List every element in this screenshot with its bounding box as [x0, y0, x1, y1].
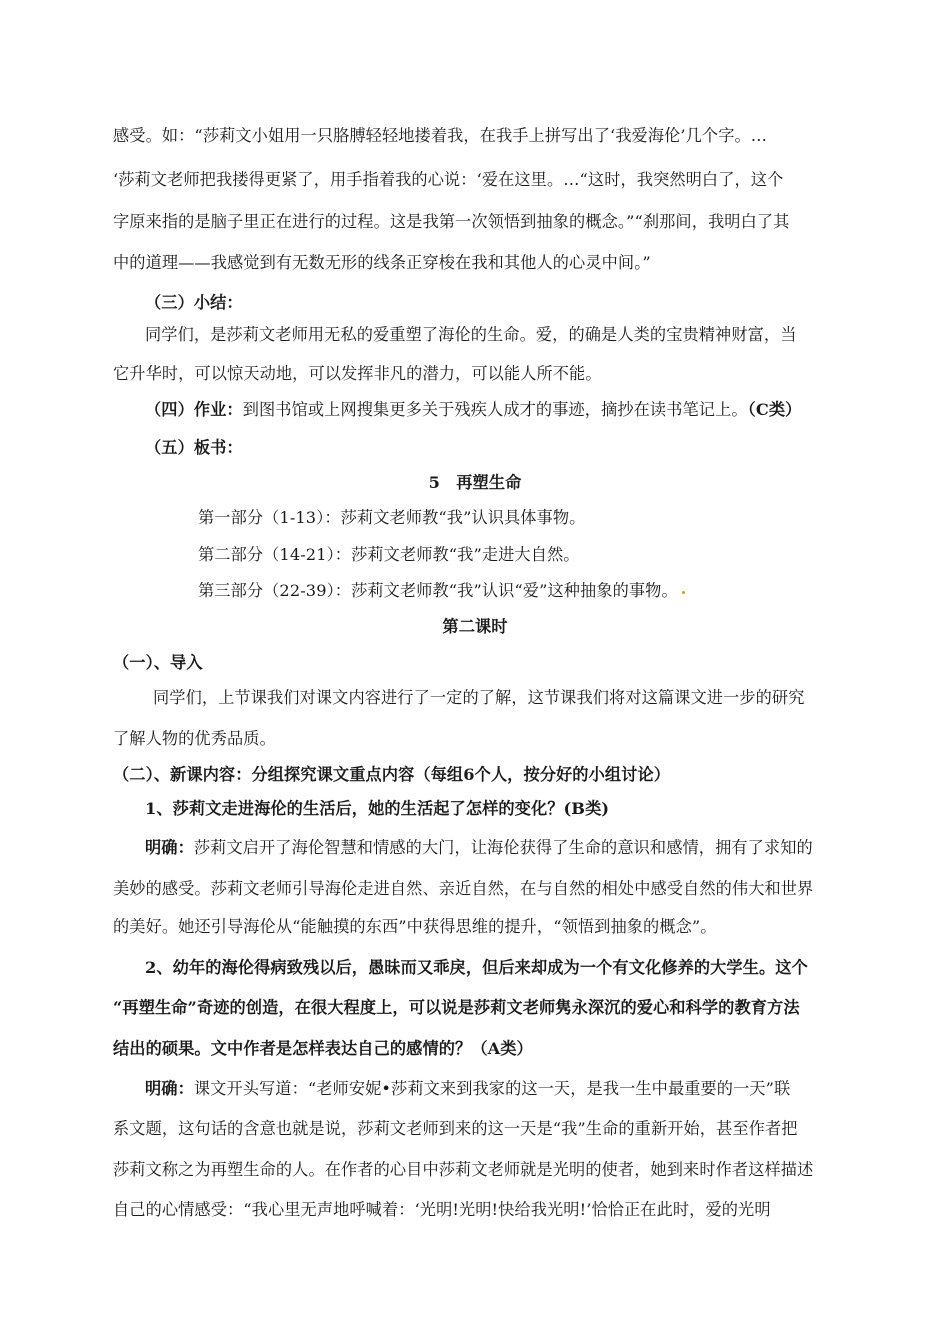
paragraph-line: 的美好。她还引导海伦从“能触摸的东西”中获得思维的提升，“领悟到抽象的概念”。 — [113, 917, 717, 936]
paragraph-line: 系文题，这句话的含意也就是说，莎莉文老师到来的这一天是“我”生命的重新开始，甚至作者把 — [113, 1119, 798, 1138]
paragraph-line: 美妙的感受。莎莉文老师引导海伦走进自然、亲近自然，在与自然的相处中感受自然的伟大和世界 — [113, 879, 814, 898]
lesson-two-title: 第二课时 — [442, 617, 508, 636]
homework-text: 到图书馆或上网搜集更多关于残疾人成才的事迹，摘抄在读书笔记上。 — [242, 400, 748, 419]
decorative-dot — [682, 591, 685, 594]
board-item-3 — [198, 581, 685, 601]
section-heading-intro: （一）、导入 — [113, 653, 203, 672]
answer-text: 莎莉文启开了海伦智慧和情感的大门，让海伦获得了生命的意识和感情，拥有了求知的 — [193, 838, 813, 857]
section-heading-summary: （三）小结： — [145, 293, 243, 312]
answer-label: 明确： — [145, 1079, 194, 1098]
question-1: 1、莎莉文走进海伦的生活后，她的生活起了怎样的变化？(B类) — [145, 799, 610, 818]
paragraph-line: 同学们，上节课我们对课文内容进行了一定的了解，这节课我们将对这篇课文进一步的研究 — [153, 688, 805, 707]
question-2-line: “再塑生命”奇迹的创造，在很大程度上，可以说是莎莉文老师隽永深沉的爱心和科学的教育方法 — [113, 998, 800, 1017]
homework-line — [145, 400, 801, 420]
paragraph-line: 莎莉文称之为再塑生命的人。在作者的心目中莎莉文老师就是光明的使者，她到来时作者这样描述 — [113, 1160, 814, 1179]
board-item-3-text: 第三部分（22-39）：莎莉文老师教“我”认识“爱”这种抽象的事物。 — [198, 581, 678, 600]
answer-label: 明确： — [145, 838, 194, 857]
board-item-2: 第二部分（14-21）：莎莉文老师教“我”走进大自然。 — [198, 545, 580, 564]
homework-label: （四）作业： — [145, 400, 243, 419]
answer-2-line — [145, 1079, 790, 1099]
answer-text: 课文开头写道：“老师安妮•莎莉文来到我家的这一天，是我一生中最重要的一天”联 — [193, 1079, 791, 1098]
board-title: 5 再塑生命 — [428, 473, 522, 492]
section-heading-new-content: （二）、新课内容：分组探究课文重点内容（每组6个人，按分好的小组讨论） — [113, 765, 671, 784]
paragraph-line: 中的道理——我感觉到有无数无形的线条正穿梭在我和其他人的心灵中间。” — [113, 253, 651, 272]
paragraph-line: 同学们，是莎莉文老师用无私的爱重塑了海伦的生命。爱，的确是人类的宝贵精神财富，当 — [145, 325, 797, 344]
paragraph-line: 自己的心情感受：“我心里无声地呼喊着：‘光明!光明!快给我光明!’恰恰正在此时，爱的光明 — [113, 1200, 771, 1219]
homework-tag: （C类） — [747, 400, 802, 419]
answer-1-line — [145, 838, 813, 858]
paragraph-line: ‘莎莉文老师把我搂得更紧了，用手指着我的心说：‘爱在这里。…“这时，我突然明白了，这个 — [113, 170, 784, 189]
question-2-line: 结出的硕果。文中作者是怎样表达自己的感情的？（A类） — [113, 1039, 533, 1058]
board-item-1: 第一部分（1-13）：莎莉文老师教“我”认识具体事物。 — [198, 508, 586, 527]
paragraph-line: 感受。如：“莎莉文小姐用一只胳膊轻轻地搂着我，在我手上拼写出了‘我爱海伦’几个字。… — [113, 126, 768, 145]
paragraph-line: 它升华时，可以惊天动地，可以发挥非凡的潜力，可以能人所不能。 — [113, 364, 602, 383]
paragraph-line: 字原来指的是脑子里正在进行的过程。这是我第一次领悟到抽象的概念。”“刹那间，我明白了其 — [113, 212, 790, 231]
section-heading-board: （五）板书： — [145, 438, 243, 457]
paragraph-line: 了解人物的优秀品质。 — [113, 729, 276, 748]
question-2: 2、幼年的海伦得病致残以后，愚昧而又乖戾，但后来却成为一个有文化修养的大学生。这个 — [145, 958, 808, 977]
